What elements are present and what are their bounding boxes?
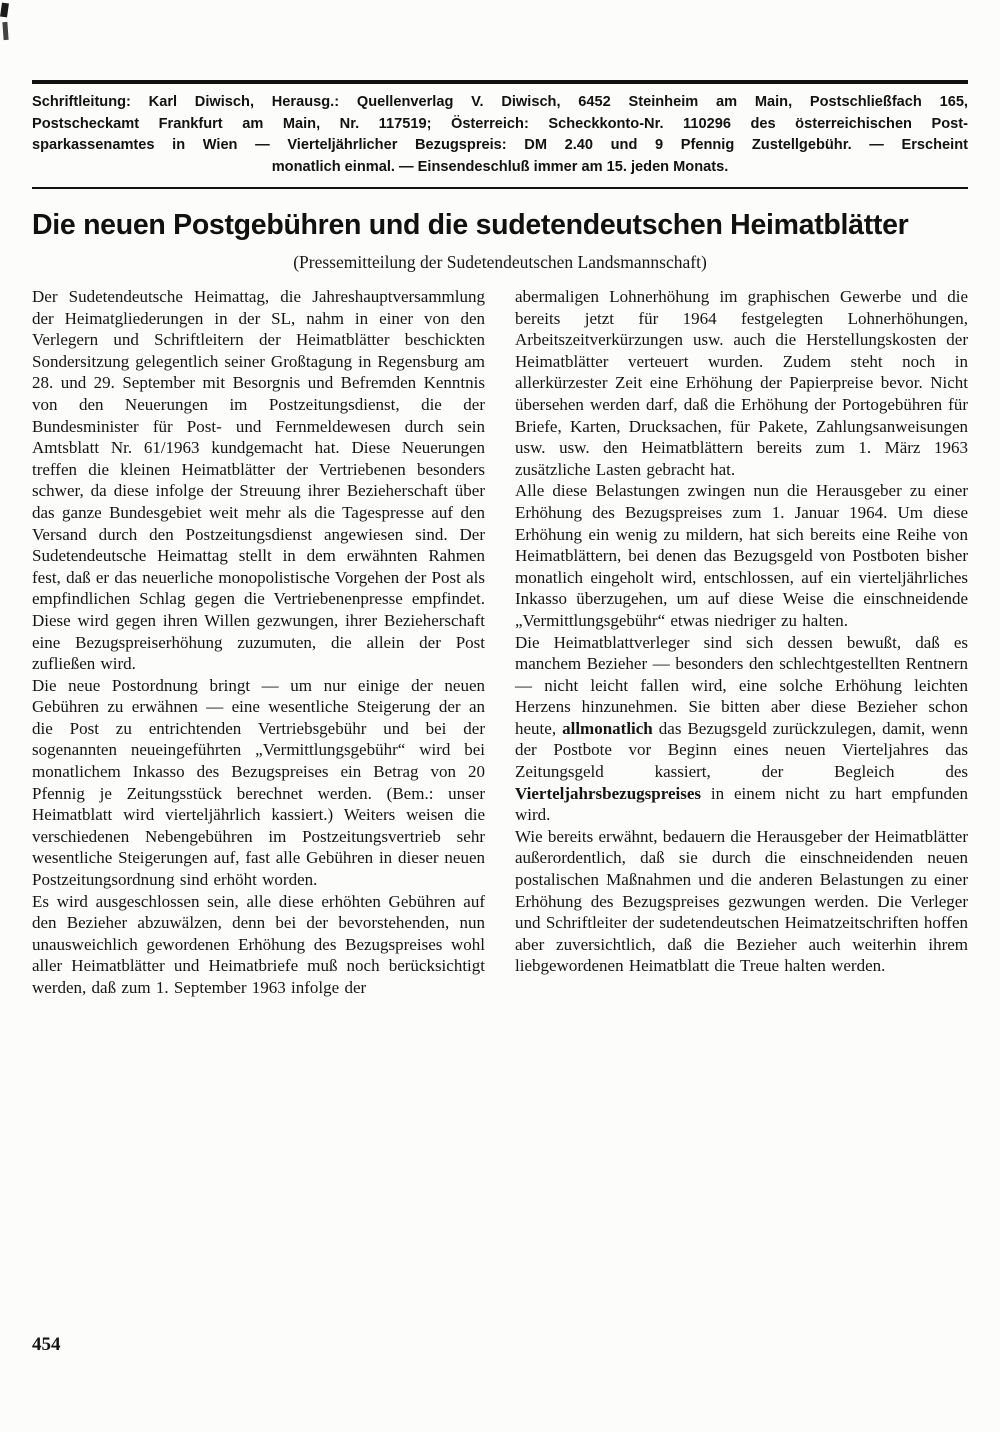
column-left (32, 286, 485, 999)
page-number: 454 (32, 1334, 61, 1355)
scan-artifact (2, 22, 8, 40)
masthead-rule-bottom (32, 187, 968, 189)
masthead-line: Postscheckamt Frankfurt am Main, Nr. 117519; Österreich: Scheckkonto-Nr. 110296 des österreichischen Post- (32, 115, 968, 132)
masthead-rule-top (32, 80, 968, 84)
paragraph: Wie bereits erwähnt, bedauern die Herausgeber der Heimatblätter außerordentlich, daß sie durch die einschneidenden neuen postalischen Maßnahmen und die anderen Belastungen zu einer Erhöhung des Bezugspreises gezwungen werden. Die Verleger und Schriftleiter der sudetendeutschen Heimatzeitschriften hoffen aber zuversichtlich, daß die Bezieher auch weiterhin ihrem liebgewordenen Heimatblatt die Treue halten werden. (515, 826, 968, 976)
masthead-line: monatlich einmal. — Einsendeschluß immer am 15. jeden Monats. (271, 158, 729, 175)
paragraph: Alle diese Belastungen zwingen nun die Herausgeber zu einer Erhöhung des Bezugspreises zum 1. Januar 1964. Um diese Erhöhung ein wenig zu mildern, hat sich bereits eine Reihe von Heimatblättern, bei denen das Bezugsgeld von Postboten bisher monatlich eingeholt wird, entschlossen, auf ein vierteljährliches Inkasso überzugehen, um auf diese Weise die einschneidende „Vermittlungsgebühr“ etwas niedriger zu halten. (515, 481, 968, 630)
article-subtitle: (Pressemitteilung der Sudetendeutschen Landsmannschaft) (293, 252, 707, 272)
masthead (32, 92, 968, 178)
column-right (515, 286, 968, 999)
masthead-line: Schriftleitung: Karl Diwisch, Herausg.: Quellenverlag V. Diwisch, 6452 Steinheim am Main, Postschließfach 165, (32, 94, 968, 110)
paragraph: Die Heimatblattverleger sind sich dessen bewußt, daß es manchem Bezieher — besonders den schlechtgestellten Rentnern — nicht leicht fallen wird, eine solche Erhöhung leichten Herzens hinzunehmen. Sie bitten aber diese Bezieher schon heute, allmonatlich das Bezugsgeld zurückzulegen, damit, wenn der Postbote vor Beginn eines neuen Vierteljahres das Zeitungsgeld kassiert, der Begleich des Vierteljahrsbezugspreises in einem nicht zu hart empfunden wird. (515, 632, 968, 825)
article-body (32, 286, 968, 999)
paragraph: Der Sudetendeutsche Heimattag, die Jahreshauptversammlung der Heimatgliederungen in der SL, nahm in einer von den Verlegern und Schriftleitern der Heimatblätter beschickten Sondersitzung gelegentlich seiner Großtagung in Regensburg am 28. und 29. September mit Besorgnis und Befremden Kenntnis von den Neuerungen im Postzeitungsdienst, die der Bundesminister für Post- und Fernmeldewesen durch sein Amtsblatt Nr. 61/1963 kundgemacht hat. Diese Neuerungen treffen die kleinen Heimatblätter der Vertriebenen besonders schwer, da diese infolge der Streuung ihrer Bezieherschaft über das ganze Bundesgebiet weit mehr als die Tagespresse auf den Versand durch den Postzeitungsdienst angewiesen sind. Der Sudetendeutsche Heimattag stellt in dem erwähnten Rahmen fest, daß er das neuerliche monopolistische Vorgehen der Post als empfindlichen Schlag gegen die Vertriebenenpresse empfindet. Diese wird gegen ihren Willen gezwungen, ihrer Bezieherschaft eine Bezugspreiserhöhung zuzumuten, die allein der Post zufließen wird. (32, 287, 485, 674)
article-headline: Die neuen Postgebühren und die sudetendeutschen Heimatblätter (32, 209, 909, 241)
paragraph: abermaligen Lohnerhöhung im graphischen Gewerbe und die bereits jetzt für 1964 festgelegten Lohnerhöhungen, Arbeitszeitverkürzungen usw. auch die Herstellungskosten der Heimatblätter verteuert wurden. Zudem steht noch in allerkürzester Zeit eine Erhöhung der Papierpreise bevor. Nicht übersehen werden darf, daß die Erhöhung der Portogebühren für Briefe, Karten, Drucksachen, für Pakete, Zahlungsanweisungen usw. usw. den Heimatblättern bereits zum 1. März 1963 zusätzliche Lasten gebracht hat. (515, 287, 968, 479)
masthead-line: sparkassenamtes in Wien — Vierteljährlicher Bezugspreis: DM 2.40 und 9 Pfennig Zustellgebühr. — Erscheint (32, 137, 968, 153)
paragraph: Es wird ausgeschlossen sein, alle diese erhöhten Gebühren auf den Bezieher abzuwälzen, denn bei der bevorstehenden, nun unausweichlich gewordenen Erhöhung des Bezugspreises wohl aller Heimatblätter und Heimatbriefe muß noch berücksichtigt werden, daß zum 1. September 1963 infolge der (32, 891, 485, 997)
scan-artifact (0, 3, 9, 18)
paragraph: Die neue Postordnung bringt — um nur einige der neuen Gebühren zu erwähnen — eine wesentliche Steigerung der an die Post zu entrichtenden Vertriebsgebühr und bei der sogenannten neueingeführten „Vermittlungsgebühr“ wird bei monatlichem Inkasso des Bezugspreises ein Betrag von 20 Pfennig je Zeitungsstück berechnet werden. (Bem.: unser Heimatblatt wird vierteljährlich kassiert.) Weiters weisen die verschiedenen Nebengebühren im Postzeitungsvertrieb sehr wesentliche Steigerungen auf, fast alle Gebühren in dieser neuen Postzeitungsordnung sind erhöht worden. (32, 675, 485, 890)
